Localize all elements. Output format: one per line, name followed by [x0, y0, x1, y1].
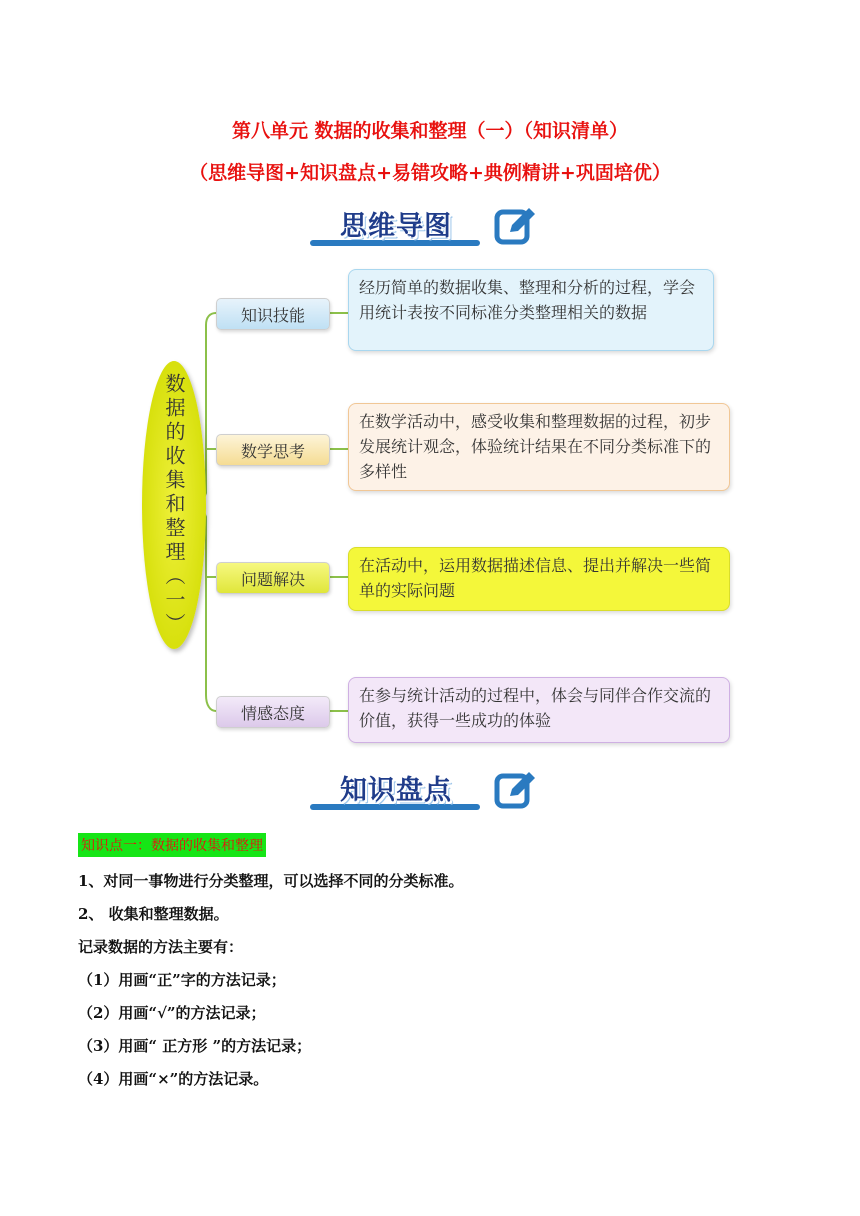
knowledge-point-heading: 知识点一：数据的收集和整理	[78, 833, 266, 857]
branch-math-thinking: 数学思考	[216, 434, 330, 466]
branch-knowledge-skills-text: 经历简单的数据收集、整理和分析的过程，学会用统计表按不同标准分类整理相关的数据	[348, 269, 714, 351]
document-subtitle: （思维导图+知识盘点+易错攻略+典例精讲+巩固培优）	[189, 162, 671, 184]
edit-icon	[494, 768, 538, 810]
center-node-label: 数据的收集和整理（一）	[162, 373, 186, 637]
branch-problem-solving: 问题解决	[216, 562, 330, 594]
branch-knowledge-skills: 知识技能	[216, 298, 330, 330]
branch-math-thinking-text: 在数学活动中，感受收集和整理数据的过程，初步发展统计观念，体验统计结果在不同分类标准下的多样性	[348, 403, 730, 491]
knowledge-line: 2、 收集和整理数据。	[78, 905, 229, 923]
edit-icon	[494, 204, 538, 246]
knowledge-banner-label: 知识盘点	[340, 775, 452, 806]
branch-attitude-text: 在参与统计活动的过程中，体会与同伴合作交流的价值，获得一些成功的体验	[348, 677, 730, 743]
mind-map-center-node	[142, 361, 206, 649]
branch-problem-solving-text: 在活动中，运用数据描述信息、提出并解决一些简单的实际问题	[348, 547, 730, 611]
knowledge-line: （3）用画“ 正方形 ”的方法记录；	[78, 1037, 312, 1055]
knowledge-banner	[310, 768, 550, 812]
branch-attitude: 情感态度	[216, 696, 330, 728]
knowledge-line: （2）用画“√”的方法记录；	[78, 1004, 266, 1022]
mindmap-banner	[310, 204, 550, 248]
knowledge-line: （4）用画“×”的方法记录。	[78, 1070, 269, 1088]
knowledge-line: （1）用画“正”字的方法记录；	[78, 971, 286, 989]
knowledge-line: 1、对同一事物进行分类整理，可以选择不同的分类标准。	[78, 872, 464, 890]
mindmap-banner-label: 思维导图	[340, 211, 452, 242]
document-title: 第八单元 数据的收集和整理（一）（知识清单）	[231, 120, 629, 142]
knowledge-line: 记录数据的方法主要有：	[78, 938, 244, 956]
mind-map	[122, 265, 734, 750]
